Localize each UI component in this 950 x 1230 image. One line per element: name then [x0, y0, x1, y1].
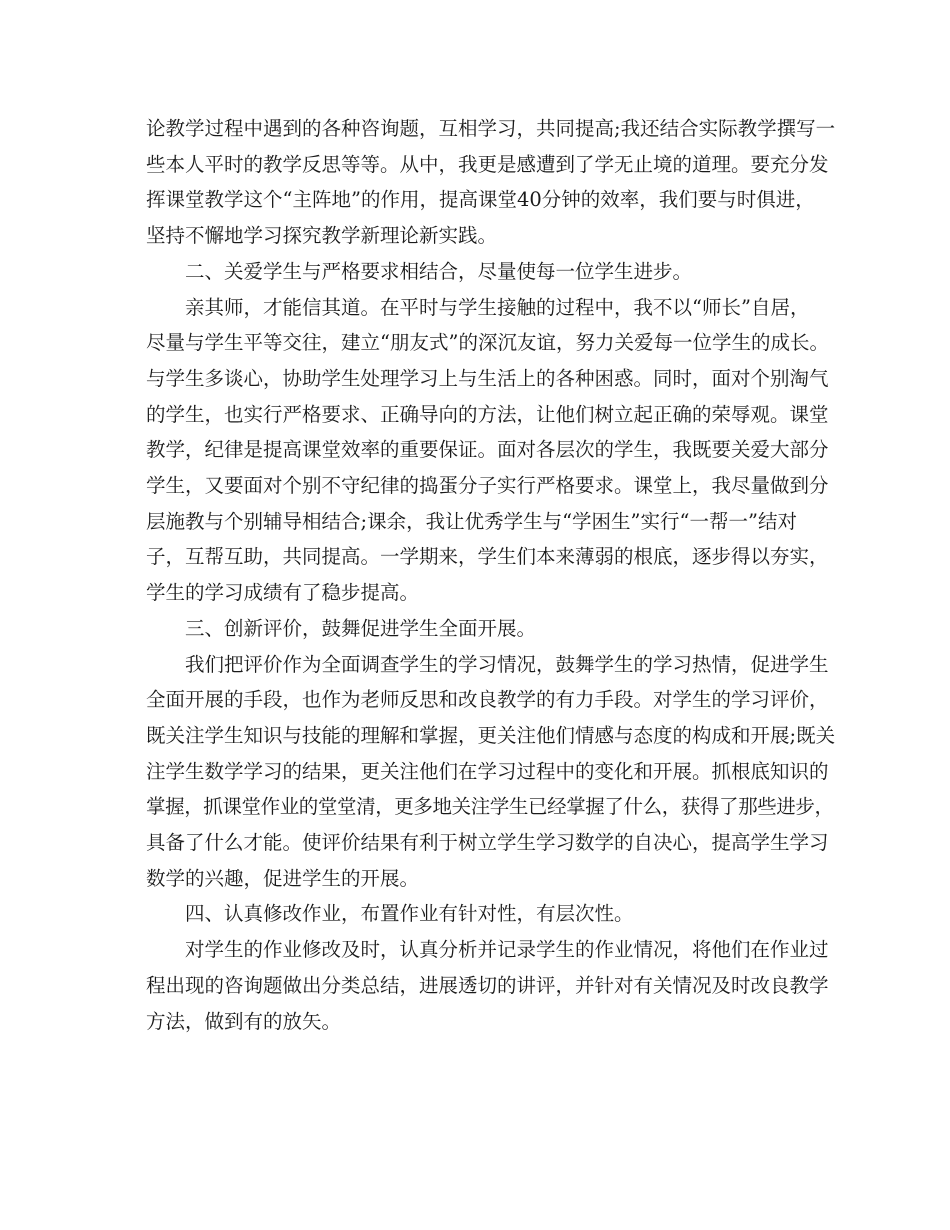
text-line: 子，互帮互助，共同提高。一学期来，学生们本来薄弱的根底，逐步得以夯实， [146, 545, 829, 569]
paragraph-first-line: 亲其师，才能信其道。在平时与学生接触的过程中，我不以“师长”自居， [185, 295, 810, 319]
text-line: 坚持不懈地学习探究教学新理论新实践。 [146, 224, 498, 248]
paragraph-first-line: 对学生的作业修改及时，认真分析并记录学生的作业情况，将他们在作业过 [185, 938, 829, 962]
paragraph-first-line: 三、创新评价，鼓舞促进学生全面开展。 [185, 616, 537, 640]
text-line: 具备了什么才能。使评价结果有利于树立学生学习数学的自决心，提高学生学习 [146, 831, 829, 855]
text-line: 学生，又要面对个别不守纪律的捣蛋分子实行严格要求。课堂上，我尽量做到分 [146, 474, 829, 498]
text-line: 些本人平时的教学反思等等。从中，我更是感遭到了学无止境的道理。要充分发 [146, 152, 829, 176]
text-line: 尽量与学生平等交往，建立“朋友式”的深沉友谊，努力关爱每一位学生的成长。 [146, 331, 829, 355]
text-line: 程出现的咨询题做出分类总结，进展透切的讲评，并针对有关情况及时改良教学 [146, 973, 829, 997]
text-line: 全面开展的手段，也作为老师反思和改良教学的有力手段。对学生的学习评价， [146, 688, 829, 712]
text-line: 掌握，抓课堂作业的堂堂清，更多地关注学生已经掌握了什么，获得了那些进步， [146, 795, 834, 819]
text-line: 既关注学生知识与技能的理解和掌握，更关注他们情感与态度的构成和开展;既关 [146, 723, 836, 747]
text-line: 与学生多谈心，协助学生处理学习上与生活上的各种困惑。同时，面对个别淘气 [146, 366, 829, 390]
paragraph-first-line: 二、关爱学生与严格要求相结合，尽量使每一位学生进步。 [185, 259, 693, 283]
text-line: 方法，做到有的放矢。 [146, 1009, 342, 1033]
paragraph-first-line: 我们把评价作为全面调查学生的学习情况，鼓舞学生的学习热情，促进学生 [185, 652, 829, 676]
text-line: 层施教与个别辅导相结合;课余，我让优秀学生与“学困生”实行“一帮一”结对 [146, 509, 797, 533]
text-line: 教学，纪律是提高课堂效率的重要保证。面对各层次的学生，我既要关爱大部分 [146, 438, 829, 462]
paragraph-first-line: 四、认真修改作业，布置作业有针对性，有层次性。 [185, 902, 634, 926]
text-line: 学生的学习成绩有了稳步提高。 [146, 581, 420, 605]
text-line: 数学的兴趣，促进学生的开展。 [146, 866, 420, 890]
text-line: 论教学过程中遇到的各种咨询题，互相学习，共同提高;我还结合实际教学撰写一 [146, 117, 836, 140]
document-body [146, 111, 836, 1039]
text-line: 挥课堂教学这个“主阵地”的作用，提高课堂40分钟的效率，我们要与时俱进， [146, 188, 815, 212]
text-line: 的学生，也实行严格要求、正确导向的方法，让他们树立起正确的荣辱观。课堂 [146, 402, 829, 426]
text-line: 注学生数学学习的结果，更关注他们在学习过程中的变化和开展。抓根底知识的 [146, 759, 829, 783]
